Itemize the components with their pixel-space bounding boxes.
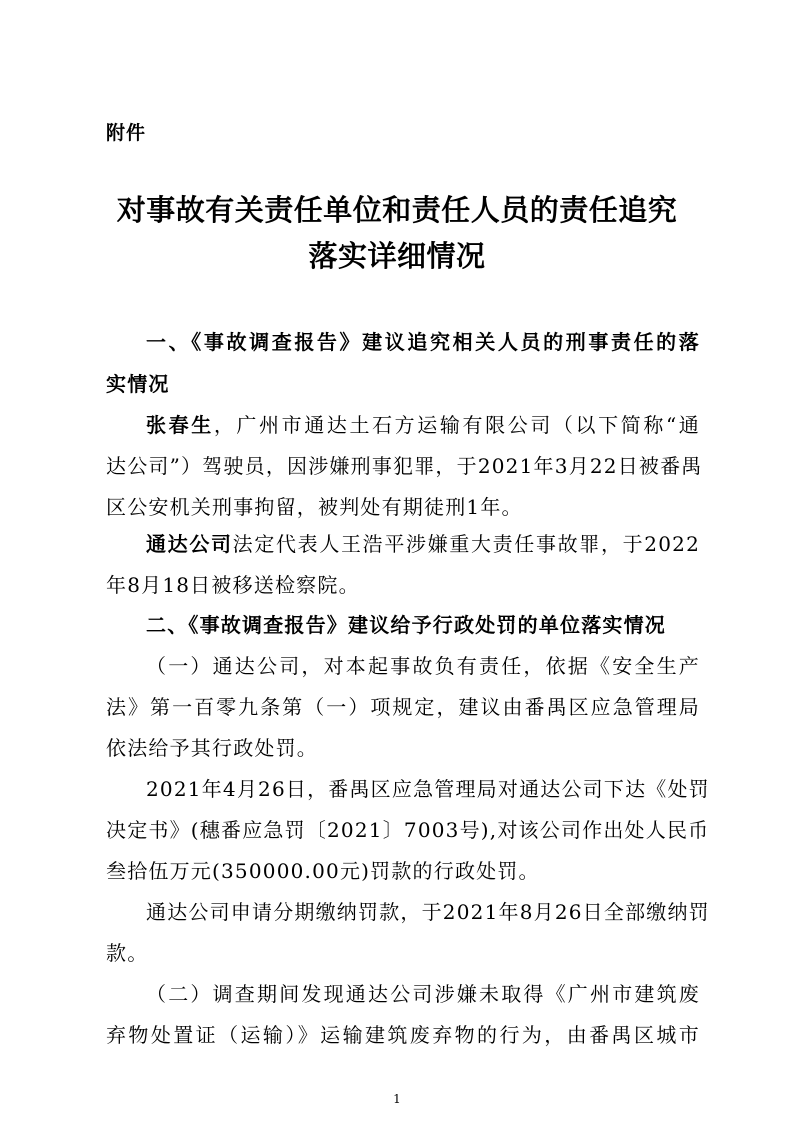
section-1-heading-line-2: 实情况 [106,372,170,396]
paragraph-6-line-2: 弃物处置证（运输）》运输建筑废弃物的行为，由番禺区城市 [106,1023,700,1047]
paragraph-6-line-1: （二）调查期间发现通达公司涉嫌未取得《广州市建筑废 [146,982,700,1006]
paragraph-3-line-3: 依法给予其行政处罚。 [106,736,318,760]
document-title-line-2: 落实详细情况 [308,239,486,273]
annex-label: 附件 [106,122,147,144]
paragraph-2-line-1: 通达公司法定代表人王浩平涉嫌重大责任事故罪，于2022 [146,532,700,556]
paragraph-2-line-2: 年8月18日被移送检察院。 [106,573,360,597]
section-2-heading: 二、《事故调查报告》建议给予行政处罚的单位落实情况 [146,613,666,637]
paragraph-4-line-1: 2021年4月26日，番禺区应急管理局对通达公司下达《处罚 [146,777,710,801]
paragraph-4-line-3: 叁拾伍万元(350000.00元)罚款的行政处罚。 [106,859,540,883]
paragraph-4-line-2: 决定书》(穗番应急罚〔2021〕7003号),对该公司作出处人民币 [106,818,710,842]
page-number: 1 [393,1092,401,1106]
document-title-line-1: 对事故有关责任单位和责任人员的责任追究 [116,193,678,227]
paragraph-3-line-2: 法》第一百零九条第（一）项规定，建议由番禺区应急管理局 [106,695,700,719]
paragraph-5-line-2: 款。 [106,941,149,965]
person-name: 张春生 [146,413,214,437]
paragraph-5-line-1: 通达公司申请分期缴纳罚款，于2021年8月26日全部缴纳罚 [146,900,710,924]
paragraph-1-line-2: 达公司”）驾驶员，因涉嫌刑事犯罪，于2021年3月22日被番禺 [106,454,703,478]
paragraph-3-line-1: （一）通达公司，对本起事故负有责任，依据《安全生产 [146,654,700,678]
section-1-heading-line-1: 一、《事故调查报告》建议追究相关人员的刑事责任的落 [146,330,700,354]
paragraph-1-line-1: 张春生，广州市通达土石方运输有限公司（以下简称“通 [146,413,700,437]
company-name: 通达公司 [146,532,233,556]
paragraph-1-line-3: 区公安机关刑事拘留，被判处有期徒刑1年。 [106,495,523,519]
